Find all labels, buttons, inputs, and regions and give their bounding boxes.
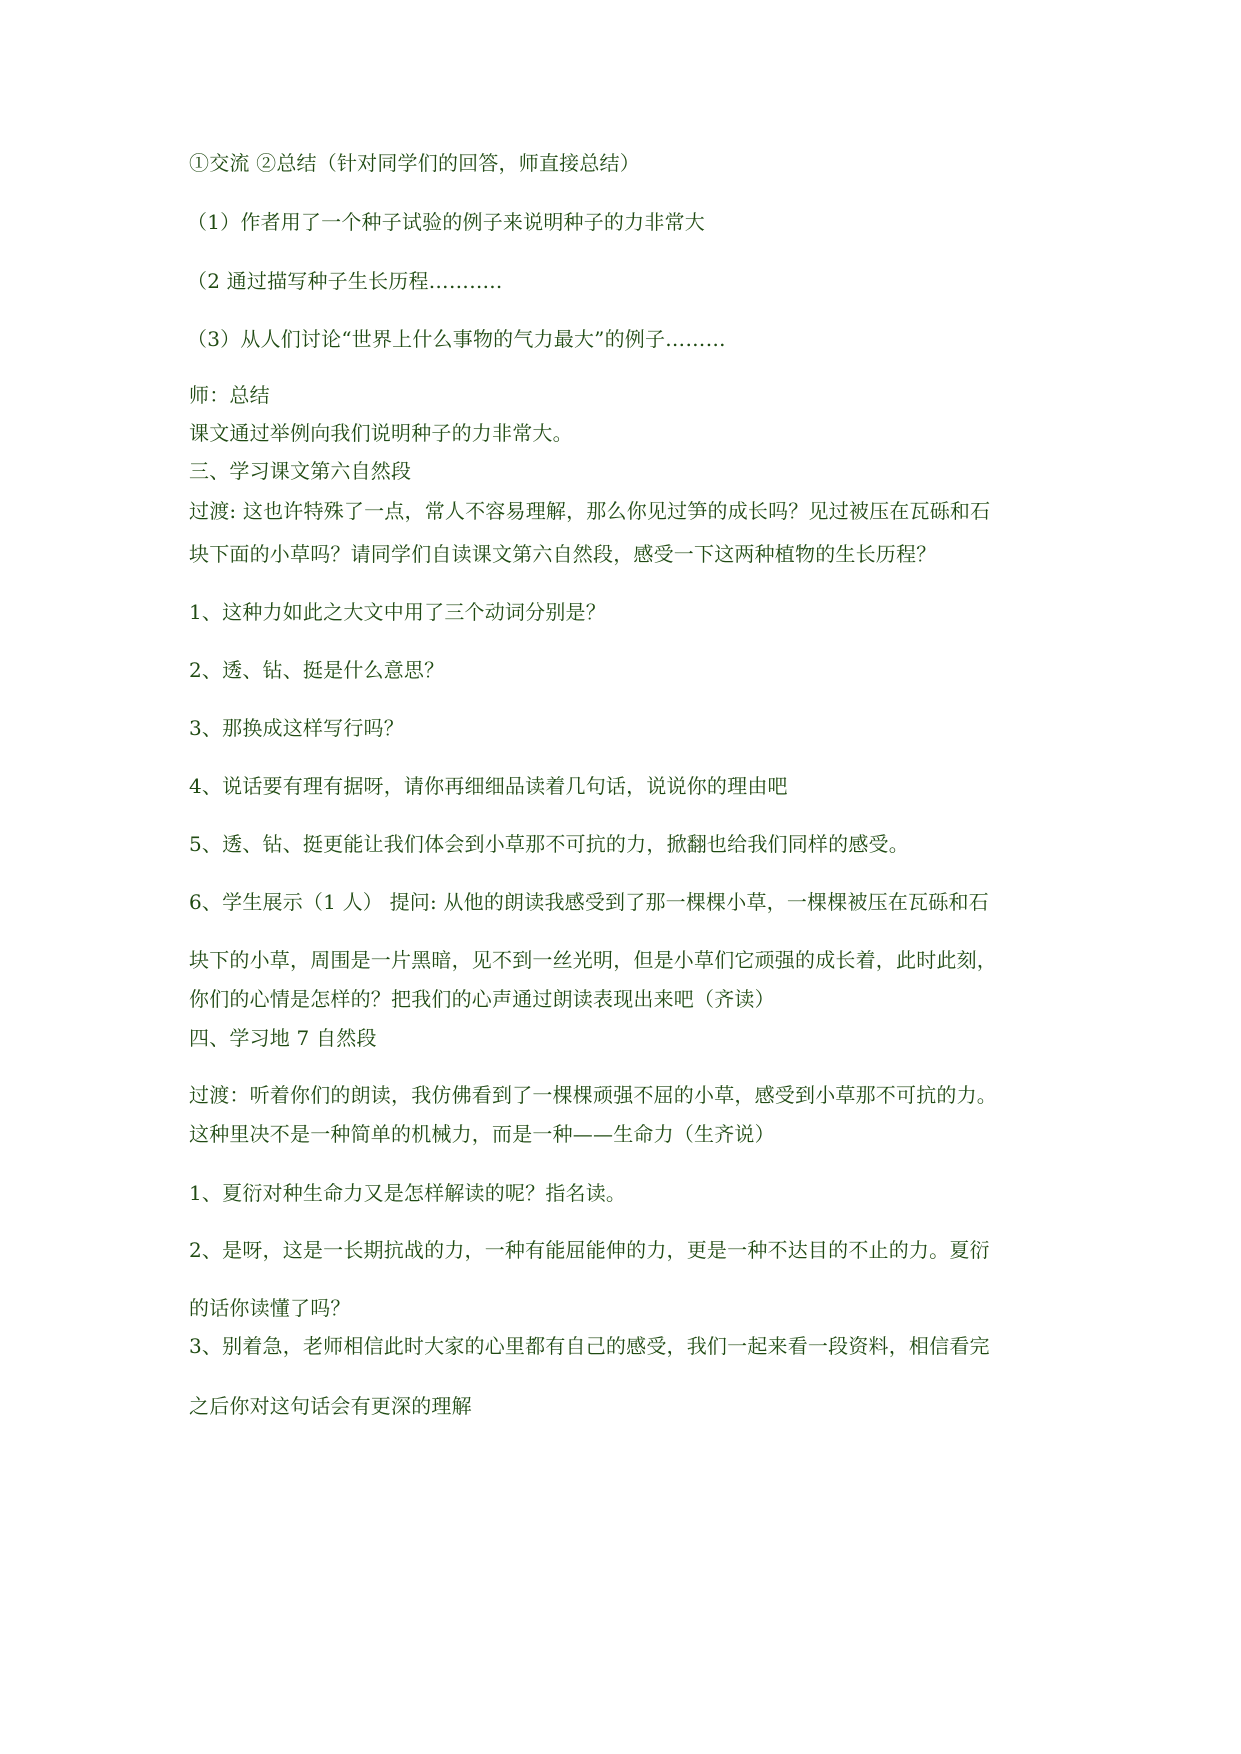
text-line-3: （2 通过描写种子生长历程……….. xyxy=(187,269,503,293)
section-heading-4: 四、学习地 7 自然段 xyxy=(189,1026,377,1050)
text-line-25: 之后你对这句话会有更深的理解 xyxy=(189,1394,472,1418)
text-line-20: 这种里决不是一种简单的机械力，而是一种——生命力（生齐说） xyxy=(189,1122,775,1146)
text-line-17: 你们的心情是怎样的？把我们的心声通过朗读表现出来吧（齐读） xyxy=(189,987,775,1011)
text-line-6: 课文通过举例向我们说明种子的力非常大。 xyxy=(189,421,573,445)
list-item-5: 5、透、钻、挺更能让我们体会到小草那不可抗的力，掀翻也给我们同样的感受。 xyxy=(189,832,909,856)
text-line-16: 块下的小草，周围是一片黑暗，见不到一丝光明，但是小草们它顽强的成长着，此时此刻， xyxy=(189,948,997,972)
text-line-19: 过渡：听着你们的朗读，我仿佛看到了一棵棵顽强不屈的小草，感受到小草那不可抗的力。 xyxy=(189,1083,997,1107)
list-item-3: 3、那换成这样写行吗？ xyxy=(189,716,404,740)
list-item-9: 3、别着急，老师相信此时大家的心里都有自己的感受，我们一起来看一段资料，相信看完 xyxy=(189,1334,990,1358)
text-line-2: （1）作者用了一个种子试验的例子来说明种子的力非常大 xyxy=(187,210,705,234)
text-line-8: 过渡: 这也许特殊了一点，常人不容易理解，那么你见过笋的成长吗？见过被压在瓦砾和石 xyxy=(189,499,991,523)
text-line-1: ①交流 ②总结（针对同学们的回答，师直接总结） xyxy=(189,151,640,175)
list-item-1: 1、这种力如此之大文中用了三个动词分别是？ xyxy=(189,600,606,624)
list-item-6: 6、学生展示（1 人） 提问: 从他的朗读我感受到了那一棵棵小草，一棵棵被压在瓦砾和石 xyxy=(189,890,989,914)
section-heading-3: 三、学习课文第六自然段 xyxy=(189,459,412,483)
text-line-9: 块下面的小草吗？请同学们自读课文第六自然段，感受一下这两种植物的生长历程？ xyxy=(189,542,937,566)
text-line-23: 的话你读懂了吗？ xyxy=(189,1296,351,1320)
list-item-8: 2、是呀，这是一长期抗战的力，一种有能屈能伸的力，更是一种不达目的不止的力。夏衍 xyxy=(189,1238,990,1262)
list-item-7: 1、夏衍对种生命力又是怎样解读的呢？指名读。 xyxy=(189,1181,627,1205)
text-line-5: 师：总结 xyxy=(189,383,270,407)
list-item-4: 4、说话要有理有据呀，请你再细细品读着几句话，说说你的理由吧 xyxy=(189,774,788,798)
list-item-2: 2、透、钻、挺是什么意思？ xyxy=(189,658,445,682)
text-line-4: （3）从人们讨论“世界上什么事物的气力最大”的例子……… xyxy=(187,327,726,351)
